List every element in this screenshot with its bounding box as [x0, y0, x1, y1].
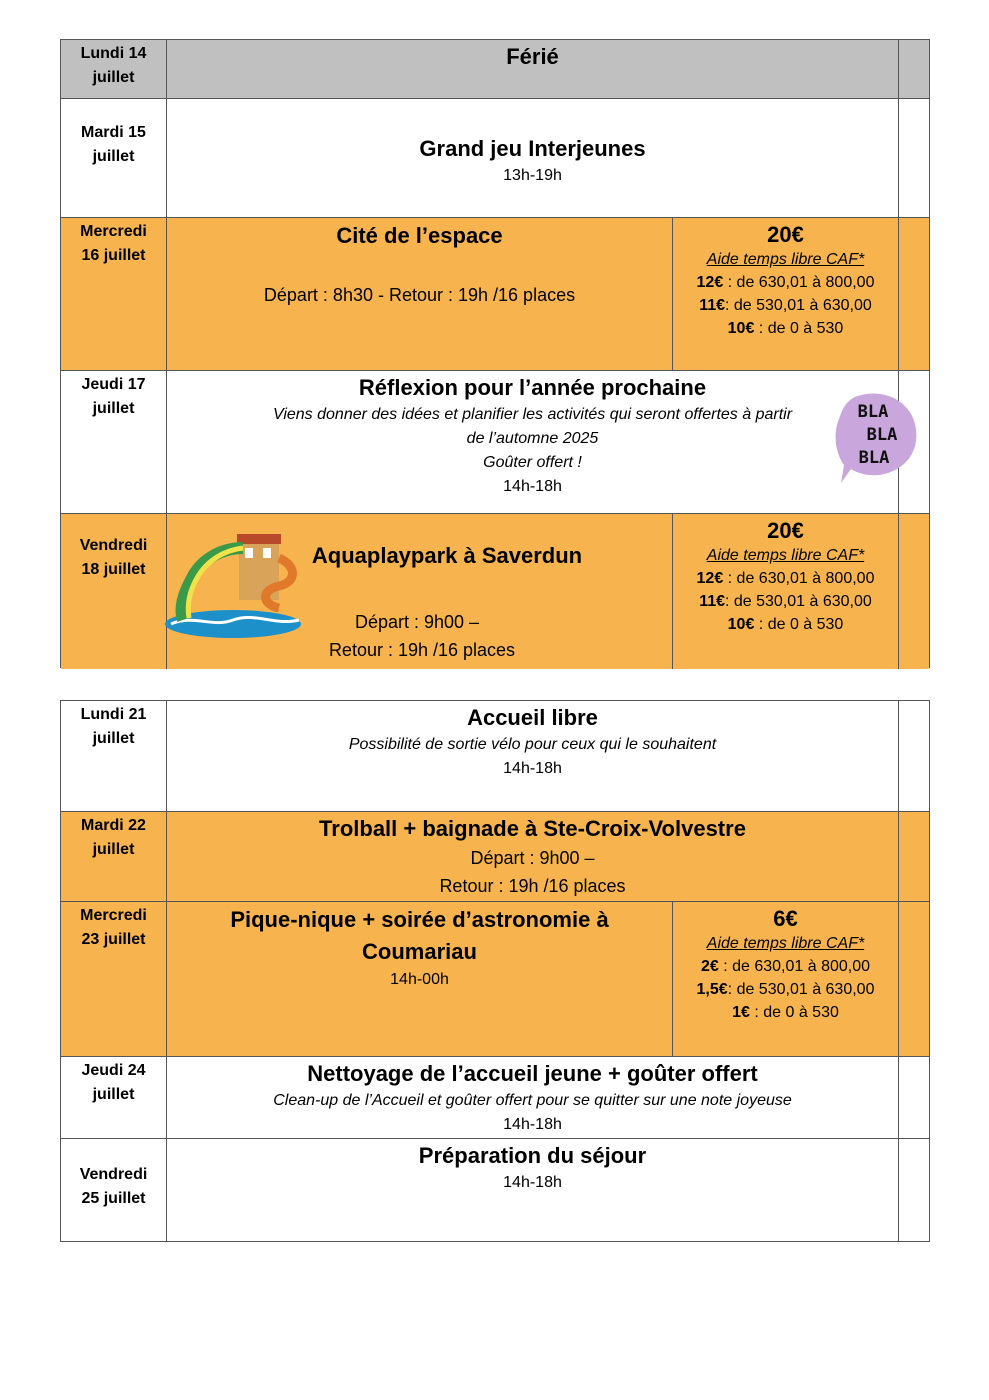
day-cell — [61, 1139, 167, 1241]
day-label: Lundi 14 — [80, 45, 147, 62]
price-amount: 6€ — [773, 906, 798, 931]
day-label: Jeudi 17 — [81, 376, 146, 393]
price-amount: 20€ — [767, 518, 804, 543]
activity-title: Coumariau — [362, 939, 477, 964]
schedule-week-1 — [60, 39, 930, 668]
activity-title: Cité de l’espace — [336, 223, 503, 248]
caf-tier: 12€ : de 630,01 à 800,00 — [696, 274, 875, 291]
activity-cell — [167, 514, 673, 669]
schedule-row-vendredi-18 — [61, 514, 929, 669]
activity-cell — [167, 701, 899, 811]
activity-title: Pique-nique + soirée d’astronomie à — [230, 907, 609, 932]
month-label: 23 juillet — [81, 931, 146, 948]
schedule-row-jeudi-24 — [61, 1057, 929, 1139]
empty-cell — [899, 1057, 929, 1138]
activity-cell — [167, 902, 673, 1056]
activity-info: Retour : 19h /16 places — [328, 640, 516, 660]
schedule-row-mercredi-16 — [61, 218, 929, 371]
activity-title: Trolball + baignade à Ste-Croix-Volvestre — [319, 816, 746, 841]
badge-text: BLA — [857, 402, 889, 422]
activity-title: Nettoyage de l’accueil jeune + goûter offert — [307, 1061, 758, 1086]
activity-time: 14h-18h — [503, 478, 562, 495]
empty-cell — [899, 218, 929, 370]
day-cell — [61, 812, 167, 901]
caf-tier: 11€: de 530,01 à 630,00 — [699, 297, 872, 314]
month-label: 25 juillet — [81, 1190, 146, 1207]
empty-cell — [899, 812, 929, 901]
caf-tier: 10€ : de 0 à 530 — [727, 320, 844, 337]
activity-cell — [167, 1139, 899, 1241]
day-cell — [61, 371, 167, 513]
empty-cell — [899, 902, 929, 1056]
activity-time: 13h-19h — [503, 167, 562, 184]
water-slide-icon — [163, 528, 303, 640]
month-label: juillet — [92, 1086, 135, 1103]
month-label: juillet — [92, 400, 135, 417]
schedule-row-mardi-15 — [61, 99, 929, 218]
caf-tier: 12€ : de 630,01 à 800,00 — [696, 570, 875, 587]
caf-tier: 1€ : de 0 à 530 — [732, 1004, 839, 1021]
schedule-row-lundi-14 — [61, 40, 929, 99]
activity-cell — [167, 371, 899, 513]
empty-cell — [899, 514, 929, 669]
price-amount: 20€ — [767, 222, 804, 247]
activity-time: 14h-00h — [390, 971, 449, 988]
activity-title: Préparation du séjour — [418, 1143, 647, 1168]
caf-aid-label: Aide temps libre CAF* — [706, 547, 865, 564]
month-label: juillet — [92, 841, 135, 858]
day-cell — [61, 99, 167, 217]
month-label: juillet — [92, 69, 135, 86]
day-label: Mardi 22 — [81, 817, 146, 834]
day-label: Jeudi 24 — [81, 1062, 146, 1079]
activity-description: Goûter offert ! — [483, 454, 582, 471]
schedule-row-jeudi-17 — [61, 371, 929, 514]
caf-aid-label: Aide temps libre CAF* — [706, 251, 865, 268]
bla-bla-speech-bubble-icon — [835, 389, 919, 487]
activity-info: Départ : 9h00 – — [354, 612, 480, 632]
activity-cell — [167, 99, 899, 217]
activity-description: Viens donner des idées et planifier les activités qui seront offertes à partir — [272, 406, 793, 423]
schedule-week-2 — [60, 700, 930, 1242]
day-label: Lundi 21 — [80, 706, 147, 723]
day-label: Vendredi — [79, 1166, 148, 1183]
day-cell — [61, 701, 167, 811]
day-label: Mercredi — [80, 223, 147, 240]
caf-aid-label: Aide temps libre CAF* — [706, 935, 865, 952]
badge-text: BLA — [858, 448, 890, 468]
schedule-row-lundi-21 — [61, 701, 929, 812]
activity-title: Réflexion pour l’année prochaine — [358, 375, 707, 400]
caf-tier: 10€ : de 0 à 530 — [727, 616, 844, 633]
caf-tier: 1,5€: de 530,01 à 630,00 — [696, 981, 875, 998]
empty-cell — [899, 99, 929, 217]
caf-tier: 2€ : de 630,01 à 800,00 — [700, 958, 871, 975]
activity-cell — [167, 1057, 899, 1138]
day-label: Vendredi — [79, 537, 148, 554]
activity-title: Grand jeu Interjeunes — [419, 136, 646, 161]
day-cell — [61, 1057, 167, 1138]
activity-cell — [167, 812, 899, 901]
day-cell — [61, 514, 167, 669]
activity-info: Départ : 8h30 - Retour : 19h /16 places — [263, 285, 576, 305]
activity-time: 14h-18h — [503, 1116, 562, 1133]
price-cell — [673, 902, 899, 1056]
activity-description: Possibilité de sortie vélo pour ceux qui le souhaitent — [348, 736, 717, 753]
activity-cell — [167, 40, 899, 98]
schedule-row-mardi-22 — [61, 812, 929, 902]
caf-tier: 11€: de 530,01 à 630,00 — [699, 593, 872, 610]
day-cell — [61, 218, 167, 370]
month-label: juillet — [92, 148, 135, 165]
activity-title: Accueil libre — [467, 705, 598, 730]
month-label: 16 juillet — [81, 247, 146, 264]
activity-info: Retour : 19h /16 places — [439, 876, 626, 896]
empty-cell — [899, 40, 929, 98]
schedule-row-mercredi-23 — [61, 902, 929, 1057]
badge-text: BLA — [866, 425, 898, 445]
schedule-row-vendredi-25 — [61, 1139, 929, 1241]
activity-title: Férié — [506, 44, 559, 69]
price-cell — [673, 514, 899, 669]
month-label: juillet — [92, 730, 135, 747]
activity-cell — [167, 218, 673, 370]
activity-time: 14h-18h — [503, 760, 562, 777]
month-label: 18 juillet — [81, 561, 146, 578]
activity-description: de l’automne 2025 — [466, 430, 599, 447]
empty-cell — [899, 701, 929, 811]
day-label: Mardi 15 — [81, 124, 146, 141]
price-cell — [673, 218, 899, 370]
activity-description: Clean-up de l’Accueil et goûter offert pour se quitter sur une note joyeuse — [273, 1092, 792, 1109]
empty-cell — [899, 1139, 929, 1241]
activity-time: 14h-18h — [503, 1174, 562, 1191]
day-cell — [61, 40, 167, 98]
activity-title: Aquaplaypark à Saverdun — [311, 543, 583, 568]
day-cell — [61, 902, 167, 1056]
day-label: Mercredi — [80, 907, 147, 924]
activity-info: Départ : 9h00 – — [470, 848, 595, 868]
